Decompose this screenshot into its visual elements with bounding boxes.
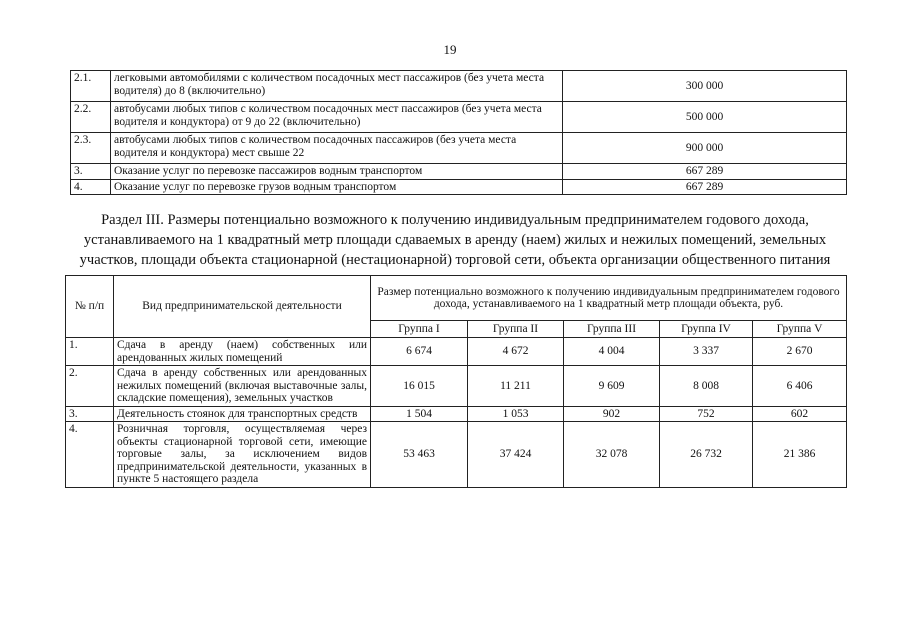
- row-number: 3.: [71, 164, 111, 180]
- row-value-group-3: 902: [564, 406, 660, 422]
- row-value-group-2: 1 053: [468, 406, 564, 422]
- header-group-5: Группа V: [753, 321, 847, 338]
- table-row: [66, 422, 847, 488]
- row-number: 1.: [66, 338, 114, 366]
- transport-income-table: [70, 70, 847, 195]
- row-number: 3.: [66, 406, 114, 422]
- header-income-size: Размер потенциально возможного к получению индивидуальным предпринимателем годового дохода, устанавливаемого на 1 квадратный метр площади объекта, руб.: [371, 276, 847, 321]
- header-number: № п/п: [66, 276, 114, 338]
- row-number: 2.2.: [71, 102, 111, 133]
- row-value-group-1: 16 015: [371, 366, 468, 407]
- table-row: [71, 71, 847, 102]
- row-value: 667 289: [563, 164, 847, 180]
- row-activity: Сдача в аренду (наем) собственных или арендованных жилых помещений: [114, 338, 371, 366]
- row-number: 2.: [66, 366, 114, 407]
- section-heading: Раздел III. Размеры потенциально возможного к получению индивидуальным предпринимателем годового дохода, устанавливаемого на 1 квадратный метр площади сдаваемых в аренду (наем) жилых и нежилых помещений, земельных участков, площади объекта стационарной (нестационарной) торговой сети, объекта организации общественного питания: [79, 212, 831, 268]
- row-value-group-1: 53 463: [371, 422, 468, 488]
- row-value-group-4: 752: [660, 406, 753, 422]
- row-value-group-5: 2 670: [753, 338, 847, 366]
- page-number: 19: [443, 42, 457, 57]
- row-description: автобусами любых типов с количеством посадочных мест пассажиров (без учета места водителя и кондуктора) от 9 до 22 (включительно): [111, 102, 563, 133]
- row-value: 300 000: [563, 71, 847, 102]
- row-number: 4.: [71, 179, 111, 195]
- header-group-1: Группа I: [371, 321, 468, 338]
- table-row: [66, 406, 847, 422]
- row-value-group-1: 1 504: [371, 406, 468, 422]
- row-number: 4.: [66, 422, 114, 488]
- row-value-group-5: 6 406: [753, 366, 847, 407]
- table-row: [66, 366, 847, 407]
- row-value-group-4: 3 337: [660, 338, 753, 366]
- rental-income-table: [65, 275, 847, 488]
- row-value-group-5: 602: [753, 406, 847, 422]
- row-description: Оказание услуг по перевозке пассажиров водным транспортом: [111, 164, 563, 180]
- row-value-group-4: 8 008: [660, 366, 753, 407]
- table-row: [71, 164, 847, 180]
- table-row: [71, 102, 847, 133]
- row-value-group-3: 9 609: [564, 366, 660, 407]
- row-description: легковыми автомобилями с количеством посадочных мест пассажиров (без учета места водителя) до 8 (включительно): [111, 71, 563, 102]
- row-value: 500 000: [563, 102, 847, 133]
- row-value: 900 000: [563, 133, 847, 164]
- row-number: 2.1.: [71, 71, 111, 102]
- table-row: [66, 338, 847, 366]
- row-value-group-2: 37 424: [468, 422, 564, 488]
- row-activity: Сдача в аренду собственных или арендованных нежилых помещений (включая выставочные залы, складские помещения), земельных участков: [114, 366, 371, 407]
- header-activity: Вид предпринимательской деятельности: [114, 276, 371, 338]
- row-number: 2.3.: [71, 133, 111, 164]
- row-value-group-2: 4 672: [468, 338, 564, 366]
- row-value-group-1: 6 674: [371, 338, 468, 366]
- header-group-2: Группа II: [468, 321, 564, 338]
- row-activity: Деятельность стоянок для транспортных средств: [114, 406, 371, 422]
- table-row: [71, 179, 847, 195]
- header-group-4: Группа IV: [660, 321, 753, 338]
- row-activity: Розничная торговля, осуществляемая через объекты стационарной торговой сети, имеющие торговые залы, за исключением видов предпринимательской деятельности, указанных в пункте 5 настоящего раздела: [114, 422, 371, 488]
- table-row: [71, 133, 847, 164]
- row-value-group-3: 4 004: [564, 338, 660, 366]
- row-value-group-3: 32 078: [564, 422, 660, 488]
- row-value-group-5: 21 386: [753, 422, 847, 488]
- row-description: автобусами любых типов с количеством посадочных пассажиров (без учета места водителя и кондуктора) мест свыше 22: [111, 133, 563, 164]
- row-value-group-4: 26 732: [660, 422, 753, 488]
- row-value: 667 289: [563, 179, 847, 195]
- row-value-group-2: 11 211: [468, 366, 564, 407]
- row-description: Оказание услуг по перевозке грузов водным транспортом: [111, 179, 563, 195]
- header-group-3: Группа III: [564, 321, 660, 338]
